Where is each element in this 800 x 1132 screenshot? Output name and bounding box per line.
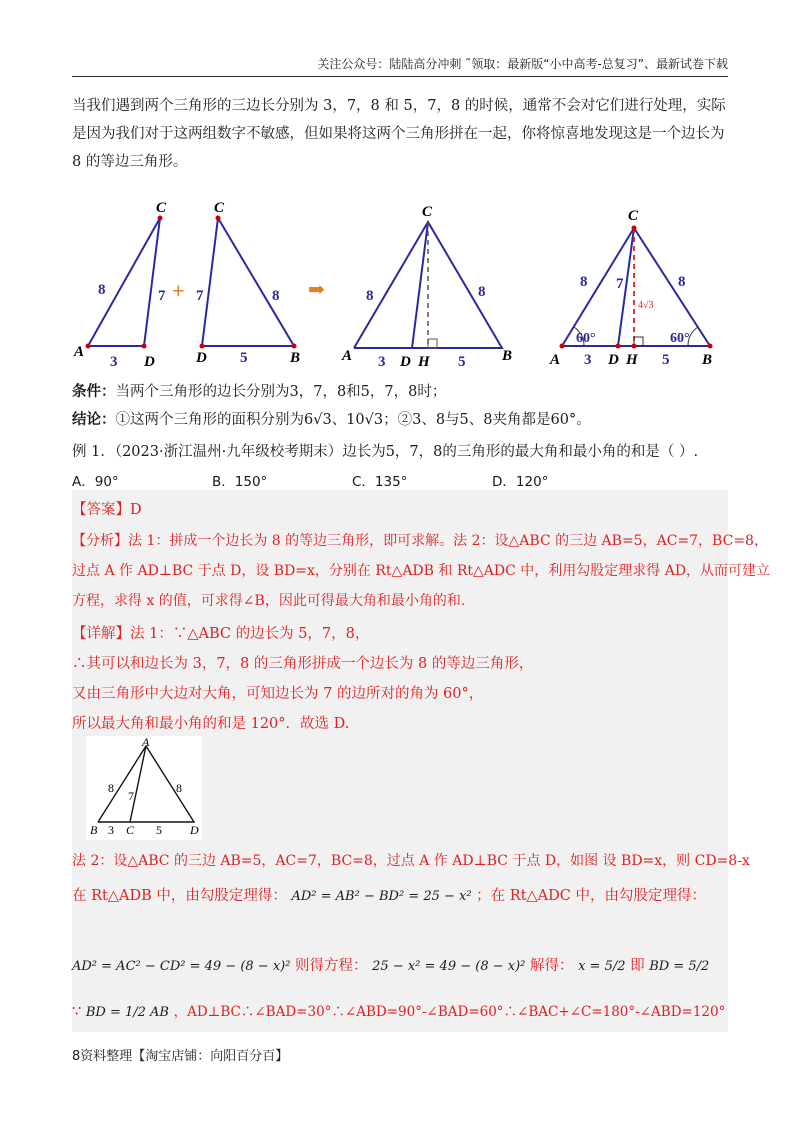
method2-text-a: 在 Rt△ADB 中，由勾股定理得： xyxy=(72,888,287,904)
page-header: 关注公众号：陆陆高分冲刺 ˜领取：最新版“小中高考-总复习”、最新试卷下载 xyxy=(72,56,728,77)
option-c: C．135° xyxy=(352,474,408,490)
last-line-text: ，AD⊥BC∴∠BAD=30°∴∠ABD=90°-∠BAD=60°∴∠BAC+∠C=180°-∠ABD=120° xyxy=(173,1004,726,1020)
fig4-label-d: D xyxy=(608,352,619,368)
method2-line-1: 法 2：设△ABC 的三边 AB=5，AC=7，BC=8，过点 A 作 AD⊥BC 于点 D，如图 设 BD=x，则 CD=8-x xyxy=(72,853,750,869)
fig1-label-d: D xyxy=(144,354,155,370)
fig5-label-d: D xyxy=(190,823,199,837)
plus-sign: + xyxy=(172,278,185,303)
fig1-side-8: 8 xyxy=(98,282,106,298)
fig3-label-b: B xyxy=(502,348,513,364)
fig4-label-h: H xyxy=(626,352,638,368)
conclusion-text: ①这两个三角形的面积分别为6√3、10√3；②3、8与5、8夹角都是60°。 xyxy=(115,412,591,428)
example-question: 例 1．（2023·浙江温州·九年级校考期末）边长为5，7，8的三角形的最大角和最小角的和是（ ）. xyxy=(72,444,699,460)
conclusion-line xyxy=(72,408,591,429)
fig1-label-a: A xyxy=(74,344,85,360)
equation-2: AD² = AC² − CD² = 49 − (8 − x)² xyxy=(72,959,291,974)
fig4-angle-b: 60° xyxy=(670,331,690,346)
fig2-side-8: 8 xyxy=(272,288,280,304)
option-d: D．120° xyxy=(492,474,549,490)
answer-figure xyxy=(86,736,202,840)
analysis-line-1: 【分析】法 1：拼成一个边长为 8 的等边三角形，即可求解。法 2：设△ABC 的三边 AB=5，AC=7，BC=8， xyxy=(72,533,768,549)
fig2-side-7: 7 xyxy=(196,288,204,304)
fig3-label-h: H xyxy=(418,354,430,370)
fig1-label-c: C xyxy=(156,200,167,216)
equation-6: BD = 1/2 AB xyxy=(85,1005,169,1020)
analysis-line-3: 方程，求得 x 的值，可求得∠B，因此可得最大角和最小角的和. xyxy=(72,593,466,609)
fig5-label-c: C xyxy=(126,823,135,837)
fig2-label-c: C xyxy=(214,200,225,216)
fig4-label-c: C xyxy=(628,208,639,224)
detail-line-2: ∴其可以和边长为 3，7，8 的三角形拼成一个边长为 8 的等边三角形， xyxy=(72,656,534,672)
answer-label: 【答案】D xyxy=(72,502,142,518)
page-footer: 8资料整理【淘宝店铺：向阳百分百】 xyxy=(72,1049,289,1064)
equation-5: BD = 5/2 xyxy=(649,959,710,974)
fig4-height: 4√3 xyxy=(638,300,654,311)
equation-3: 25 − x² = 49 − (8 − x)² xyxy=(372,959,526,974)
condition-label: 条件： xyxy=(72,383,116,400)
because-sign: ∵ xyxy=(72,1004,82,1020)
detail-line-1: 【详解】法 1：∵△ABC 的边长为 5，7，8， xyxy=(72,626,370,642)
fig4-label-b: B xyxy=(702,352,713,368)
fig5-side-8b: 8 xyxy=(176,781,182,795)
fig2-side-5: 5 xyxy=(240,350,248,366)
condition-line xyxy=(72,380,446,401)
fig4-side-5: 5 xyxy=(662,352,670,368)
fig3-label-d: D xyxy=(400,354,411,370)
fig1-side-7: 7 xyxy=(158,288,166,304)
condition-text: 当两个三角形的边长分别为3，7，8和5，7，8时； xyxy=(115,384,447,400)
fig2-label-d: D xyxy=(196,350,207,366)
fig5-side-7: 7 xyxy=(128,789,134,803)
arrow-sign: ➡ xyxy=(308,279,325,301)
fig5-side-5: 5 xyxy=(156,823,162,837)
intro-paragraph: 当我们遇到两个三角形的三边长分别为 3，7，8 和 5，7，8 的时候，通常不会对它们进行处理，实际是因为我们对于这两组数字不敏感，但如果将这两个三角形拼在一起，你将惊喜地发现这是一个边长为 8 的等边三角形。 xyxy=(72,98,726,170)
equation-4: x = 5/2 xyxy=(578,959,626,974)
fig5-side-8a: 8 xyxy=(108,781,114,795)
fig3-label-c: C xyxy=(422,204,433,220)
fig4-side-3: 3 xyxy=(584,352,592,368)
fig3-side-3: 3 xyxy=(378,354,386,370)
fig4-label-a: A xyxy=(550,352,561,368)
fig5-label-b: B xyxy=(90,823,98,837)
fig3-label-a: A xyxy=(342,348,353,364)
option-b: B．150° xyxy=(212,474,268,490)
method2-line-2 xyxy=(72,884,706,905)
detail-line-3: 又由三角形中大边对大角，可知边长为 7 的边所对的角为 60°， xyxy=(72,686,484,702)
fig5-side-3: 3 xyxy=(108,823,114,837)
fig4-angle-a: 60° xyxy=(576,331,596,346)
equation-1: AD² = AB² − BD² = 25 − x² xyxy=(291,889,472,904)
fig5-label-a: A xyxy=(142,736,150,749)
solve-text: 解得： xyxy=(529,958,574,974)
fig4-side-8a: 8 xyxy=(580,274,588,290)
fig4-side-8b: 8 xyxy=(678,274,686,290)
detail-line-4: 所以最大角和最小角的和是 120°．故选 D. xyxy=(72,716,350,732)
then-text: 则得方程： xyxy=(295,958,368,974)
method2-line-3 xyxy=(72,954,709,975)
fig3-side-8a: 8 xyxy=(366,288,374,304)
fig3-side-5: 5 xyxy=(458,354,466,370)
ji-text: 即 xyxy=(630,958,645,974)
method2-line-4 xyxy=(72,1000,725,1020)
triangle-figures xyxy=(72,196,732,376)
fig1-side-3: 3 xyxy=(110,354,118,370)
method2-text-b: ；在 Rt△ADC 中，由勾股定理得： xyxy=(476,888,706,904)
conclusion-label: 结论： xyxy=(72,411,116,428)
fig3-side-8b: 8 xyxy=(478,284,486,300)
analysis-line-2: 过点 A 作 AD⊥BC 于点 D，设 BD=x，分别在 Rt△ADB 和 Rt△ADC 中，利用勾股定理求得 AD，从而可建立 xyxy=(72,563,771,579)
fig2-label-b: B xyxy=(290,350,301,366)
fig4-side-7: 7 xyxy=(616,276,624,292)
option-a: A．90° xyxy=(72,474,119,490)
